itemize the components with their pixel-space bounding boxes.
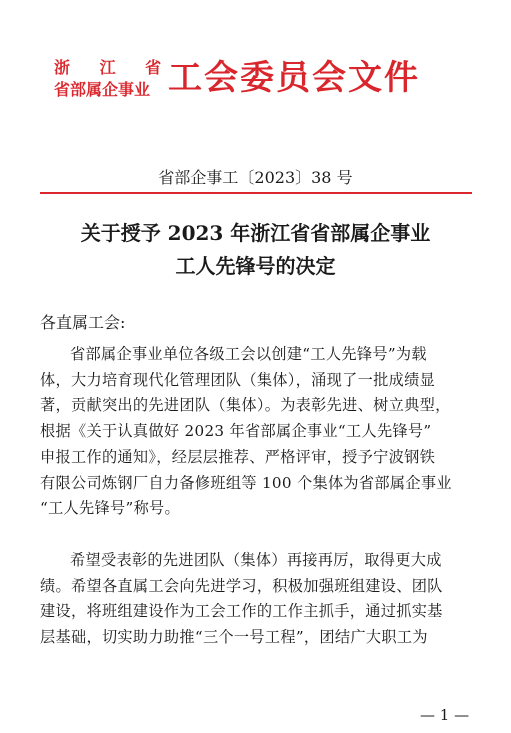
paragraph-line: 根据《关于认真做好 2023 年省部属企事业“工人先锋号” bbox=[40, 422, 432, 441]
red-divider bbox=[40, 192, 472, 194]
paragraph-2 bbox=[40, 548, 475, 651]
paragraph-1 bbox=[40, 342, 475, 522]
document-title-line-2: 工人先锋号的决定 bbox=[175, 254, 336, 278]
paragraph-line: 体，大力培育现代化管理团队（集体），涌现了一批成绩显 bbox=[40, 370, 436, 389]
salutation: 各直属工会: bbox=[40, 313, 126, 332]
page-number: — 1 — bbox=[420, 706, 470, 724]
paragraph-line: 层基础，切实助力助推“三个一号工程”，团结广大职工为 bbox=[40, 628, 428, 647]
document-number: 省部企事工〔2023〕38 号 bbox=[158, 168, 353, 187]
paragraph-line: 著，贡献突出的先进团队（集体）。为表彰先进、树立典型， bbox=[40, 396, 451, 415]
paragraph-line: 建设，将班组建设作为工会工作的工作主抓手，通过抓实基 bbox=[40, 602, 443, 621]
paragraph-line: “工人先锋号”称号。 bbox=[40, 499, 181, 518]
header-org-line: 省部属企事业 bbox=[54, 80, 151, 99]
paragraph-line: 省部属企事业单位各级工会以创建“工人先锋号”为载 bbox=[70, 345, 427, 363]
paragraph-line: 希望受表彰的先进团队（集体）再接再厉，取得更大成 bbox=[70, 551, 442, 569]
header-title: 工会委员会文件 bbox=[168, 58, 420, 98]
paragraph-line: 绩。希望各直属工会向先进学习，积极加强班组建设、团队 bbox=[40, 576, 443, 595]
document-title-line-1: 关于授予 2023 年浙江省省部属企事业 bbox=[80, 221, 431, 245]
paragraph-line: 申报工作的通知》，经层层推荐、严格评审，授予宁波钢铁 bbox=[40, 447, 436, 466]
paragraph-line: 有限公司炼钢厂自力备修班组等 100 个集体为省部属企事业 bbox=[40, 473, 452, 492]
header-location-line: 浙 江 省 bbox=[54, 58, 174, 77]
